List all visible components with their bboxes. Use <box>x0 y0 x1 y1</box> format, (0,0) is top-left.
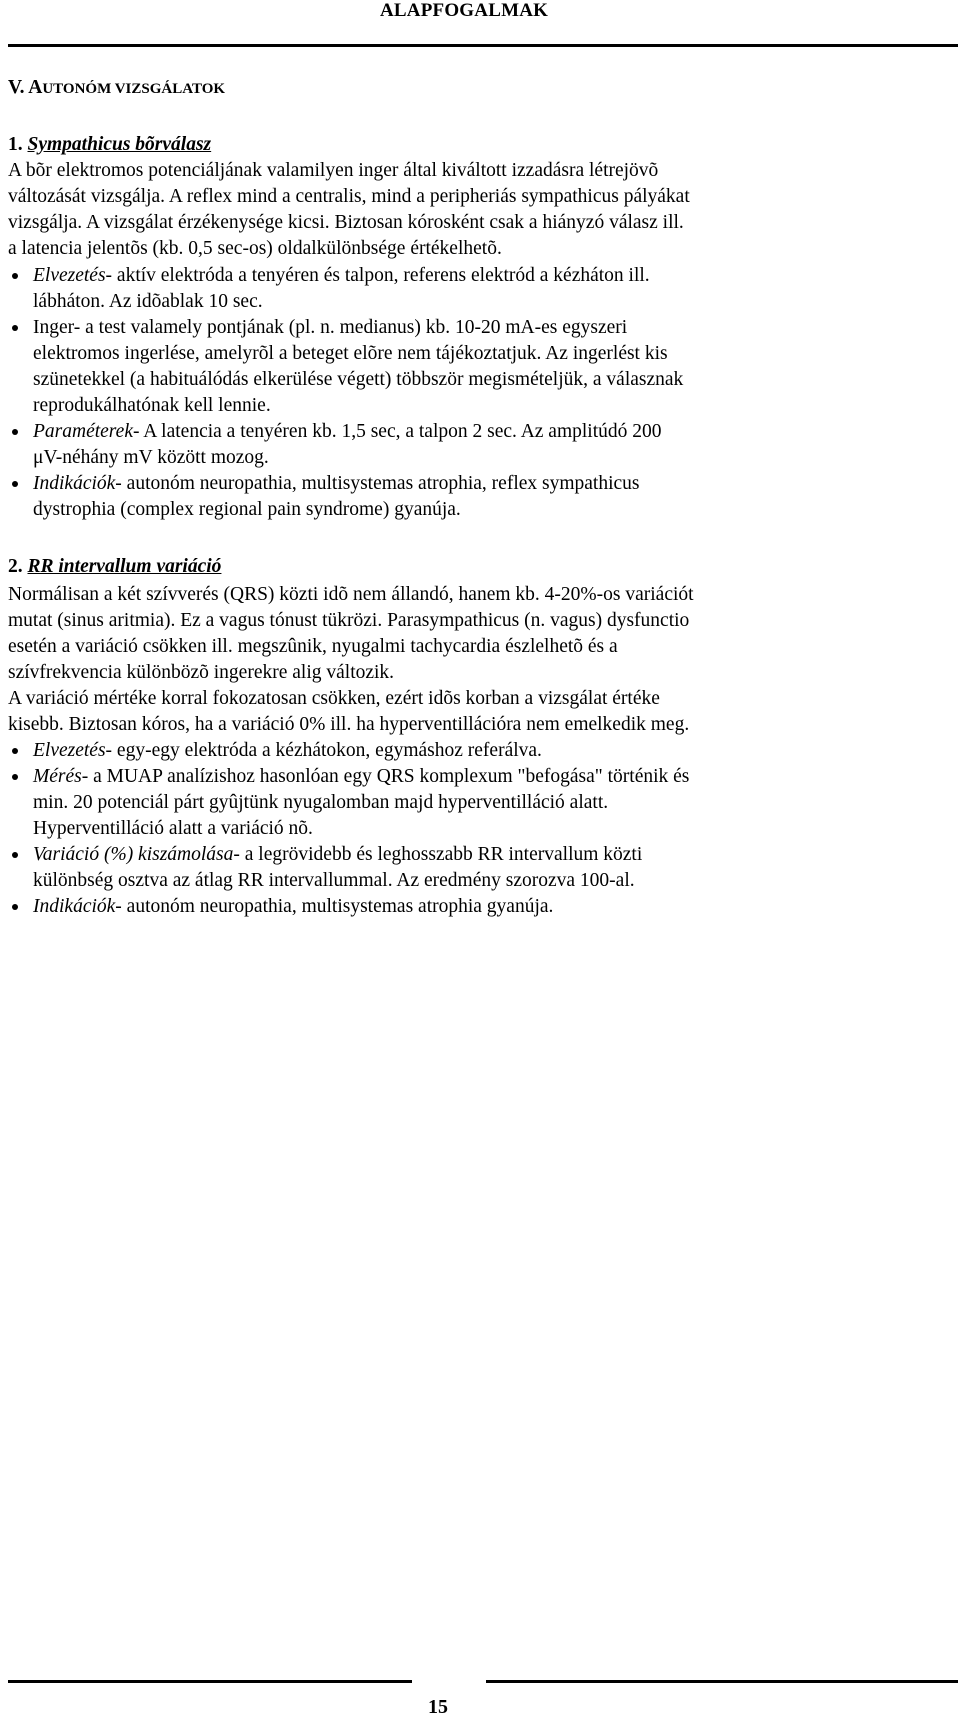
footer-rule-right <box>486 1680 958 1683</box>
part2-line-5: A variáció mértéke korral fokozatosan csökken, ezért idõs korban a vizsgálat értéke <box>8 688 660 709</box>
part2-bullet-2-line-3: Hyperventilláció alatt a variáció nõ. <box>33 818 313 839</box>
part2-bullet-3-line-1 <box>33 843 642 867</box>
part1-line-2: változását vizsgálja. A reflex mind a centralis, mind a peripheriás sympathicus pályákat <box>8 186 690 207</box>
bullet-dot <box>12 273 18 279</box>
part2-line-4: szívfrekvencia különbözõ ingerekre alig változik. <box>8 662 395 683</box>
section-title <box>8 76 225 101</box>
bullet-term: Variáció (%) kiszámolása <box>33 844 234 865</box>
part1-heading-title: Sympathicus bõrválasz <box>27 134 212 155</box>
bullet-term: Elvezetés <box>33 740 106 761</box>
part2-line-2: mutat (sinus aritmia). Ez a vagus tónust tükrözi. Parasympathicus (n. vagus) dysfunctio <box>8 610 690 631</box>
part2-bullet-1-line-1 <box>33 739 542 763</box>
part1-bullet-2-line-1: Inger- a test valamely pontjának (pl. n. medianus) kb. 10-20 mA-es egyszeri <box>33 317 628 338</box>
bullet-text: - aktív elektróda a tenyéren és talpon, referens elektród a kézháton ill. <box>105 265 650 286</box>
section-prefix: V. <box>8 77 29 98</box>
part1-bullet-1-line-2: lábháton. Az idõablak 10 sec. <box>33 291 263 312</box>
part2-heading-number: 2. <box>8 556 28 577</box>
part2-bullet-2-line-1 <box>33 765 689 789</box>
bullet-term: Indikációk <box>33 896 116 917</box>
part2-line-1: Normálisan a két szívverés (QRS) közti idõ nem állandó, hanem kb. 4-20%-os variációt <box>8 584 694 605</box>
part1-bullet-2-line-4: reprodukálhatónak kell lennie. <box>33 395 271 416</box>
part1-bullet-2-line-2: elektromos ingerlése, amelyrõl a beteget elõre nem tájékoztatjuk. Az ingerlést kis <box>33 343 668 364</box>
bullet-term: Indikációk <box>33 473 116 494</box>
bullet-term: Mérés <box>33 766 82 787</box>
part2-bullet-2-line-2: min. 20 potenciál párt gyûjtünk nyugalomban majd hyperventilláció alatt. <box>33 792 609 813</box>
part1-heading <box>8 133 211 157</box>
bullet-dot <box>12 429 18 435</box>
bullet-dot <box>12 481 18 487</box>
part1-bullet-2-line-3: szünetekkel (a habituálódás elkerülése végett) többször megismételjük, a válasznak <box>33 369 684 390</box>
part2-line-3: esetén a variáció csökken ill. megszûnik, nyugalmi tachycardia észlelhetõ és a <box>8 636 618 657</box>
part1-bullet-3-line-2: μV-néhány mV között mozog. <box>33 447 269 468</box>
part1-heading-number: 1. <box>8 134 28 155</box>
header-rule <box>8 44 958 47</box>
bullet-dot <box>12 325 18 331</box>
part1-line-1: A bõr elektromos potenciáljának valamilyen inger által kiváltott izzadásra létrejövõ <box>8 160 659 181</box>
part1-line-3: vizsgálja. A vizsgálat érzékenysége kicsi. Biztosan kórosként csak a hiányzó válasz ill. <box>8 212 684 233</box>
part1-bullet-1-line-1 <box>33 264 650 288</box>
part1-line-4: a latencia jelentõs (kb. 0,5 sec-os) oldalkülönbsége értékelhetõ. <box>8 238 502 259</box>
part2-bullet-3-line-2: különbség osztva az átlag RR intervallummal. Az eredmény szorozva 100-al. <box>33 870 635 891</box>
section-title-cap1: A <box>28 77 43 98</box>
section-title-rest1: UTONÓM <box>42 81 115 97</box>
bullet-text: - a legrövidebb és leghosszabb RR intervallum közti <box>233 844 643 865</box>
page-number: 15 <box>428 1696 448 1718</box>
bullet-text: - A latencia a tenyéren kb. 1,5 sec, a talpon 2 sec. Az amplitúdó 200 <box>133 421 662 442</box>
bullet-text: - autonóm neuropathia, multisystemas atrophia gyanúja. <box>115 896 554 917</box>
part1-bullet-3-line-1 <box>33 420 662 444</box>
bullet-term: Paraméterek <box>33 421 133 442</box>
section-title-cap2: VIZSGÁLATOK <box>114 81 226 97</box>
part2-heading <box>8 555 221 579</box>
part1-bullet-4-line-1 <box>33 472 640 496</box>
part2-heading-title: RR intervallum variáció <box>27 556 222 577</box>
bullet-term: Elvezetés <box>33 265 106 286</box>
bullet-dot <box>12 852 18 858</box>
bullet-dot <box>12 904 18 910</box>
bullet-dot <box>12 748 18 754</box>
bullet-dot <box>12 774 18 780</box>
part1-bullet-4-line-2: dystrophia (complex regional pain syndrome) gyanúja. <box>33 499 461 520</box>
bullet-text: - egy-egy elektróda a kézhátokon, egymáshoz referálva. <box>105 740 542 761</box>
part2-line-6: kisebb. Biztosan kóros, ha a variáció 0% ill. ha hyperventillációra nem emelkedik meg. <box>8 714 690 735</box>
running-header-title: ALAPFOGALMAK <box>380 0 549 21</box>
part2-bullet-4-line-1 <box>33 895 553 919</box>
footer-rule-left <box>8 1680 412 1683</box>
bullet-text: - a MUAP analízishoz hasonlóan egy QRS komplexum "befogása" történik és <box>81 766 690 787</box>
bullet-text: - autonóm neuropathia, multisystemas atrophia, reflex sympathicus <box>115 473 640 494</box>
